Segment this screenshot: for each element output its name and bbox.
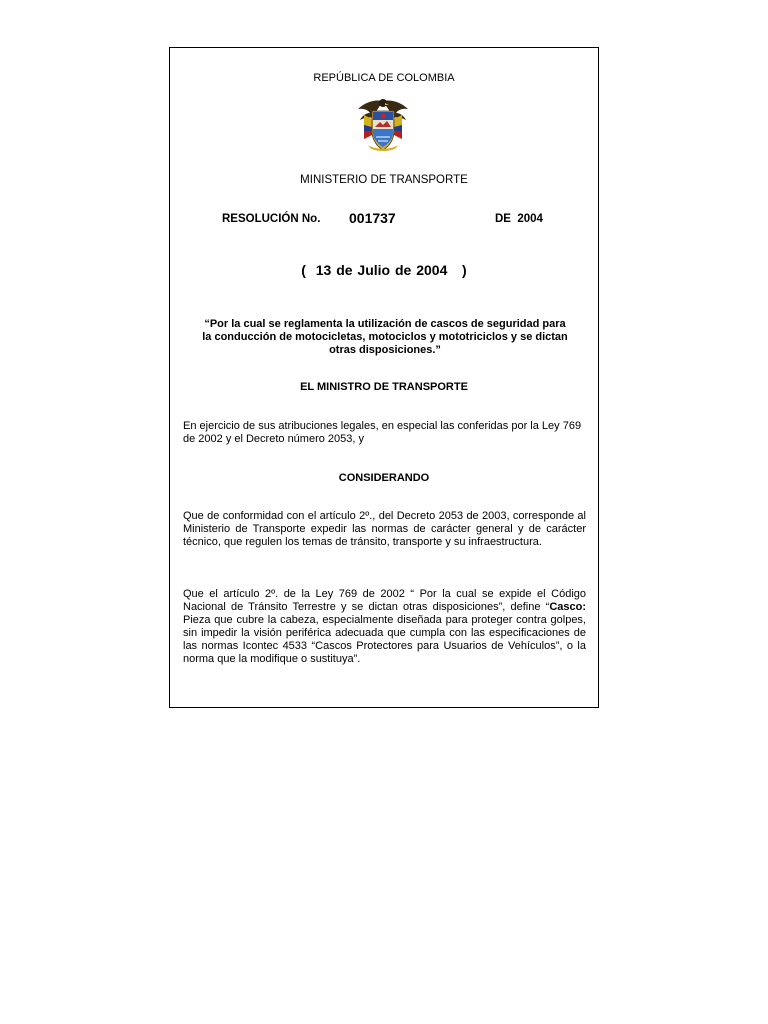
minister-heading: EL MINISTRO DE TRANSPORTE [300,381,468,393]
resolution-number: 001737 [349,210,396,226]
ministry-heading: MINISTERIO DE TRANSPORTE [300,174,468,186]
resolution-subject: “Por la cual se reglamenta la utilización de cascos de seguridad para la conducción de motocicletas, motociclos y mototriciclos y se dictan otras disposiciones.” [202,318,568,356]
resolution-date: ( 13 de Julio de 2004 ) [301,262,467,278]
paragraph-casco-definition [183,588,586,666]
resolution-year: DE 2004 [495,213,543,225]
paragraph-casco-intro: Que el artículo 2º. de la Ley 769 de 2002 “ Por la cual se expide el Código Nacional de Tránsito Terrestre y se dictan otras disposiciones”, define “ [183,588,586,613]
casco-term: Casco: [549,601,586,613]
considering-heading: CONSIDERANDO [338,472,430,484]
document-page [169,47,599,708]
paragraph-casco-body: Pieza que cubre la cabeza, especialmente diseñada para proteger contra golpes, sin impedir la visión periférica adecuada que cumpla con las especificaciones de las normas Icontec 4533 “Cascos Protectores para Usuarios de Vehículos”, o la norma que la modifique o sustituya”. [183,614,586,665]
intro-paragraph: En ejercicio de sus atribuciones legales, en especial las conferidas por la Ley 769 de 2002 y el Decreto número 2053, y [183,420,582,445]
paragraph-article-2: Que de conformidad con el artículo 2º., del Decreto 2053 de 2003, corresponde al Ministerio de Transporte expedir las normas de carácter general y de carácter técnico, que regulen los temas de tránsito, transporte y su infraestructura. [183,510,586,548]
resolution-label: RESOLUCIÓN No. [222,213,321,225]
colombia-coat-of-arms-icon [354,95,412,153]
country-heading: REPÚBLICA DE COLOMBIA [313,72,455,84]
